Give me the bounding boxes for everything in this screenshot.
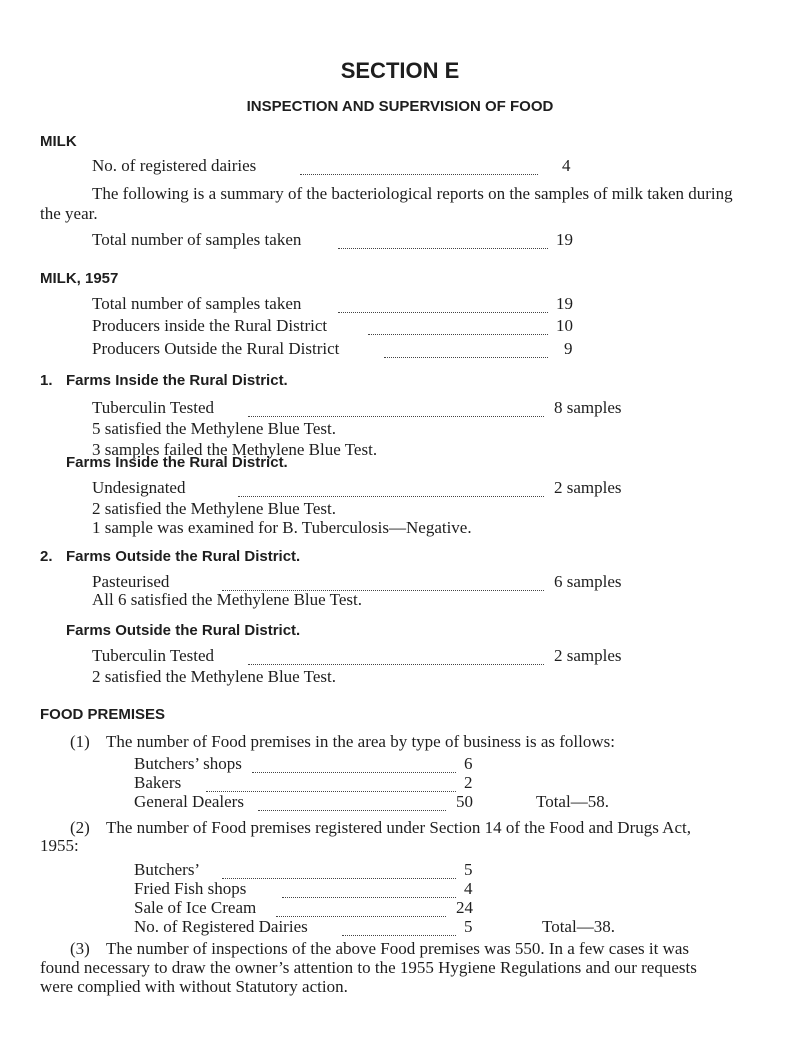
milk-heading: MILK	[40, 133, 77, 150]
farm-heading: Farms Outside the Rural District.	[66, 622, 301, 639]
p2-text-line2: 1955:	[40, 836, 79, 855]
p2-number: (2)	[70, 818, 90, 837]
farm-number: 2.	[40, 548, 53, 565]
farm-label: Undesignated	[92, 478, 186, 497]
p2-item-leader	[276, 900, 446, 917]
p3-line2: found necessary to draw the owner’s attention to the 1955 Hygiene Regulations and our requests	[40, 958, 697, 977]
farm-label: Pasteurised	[92, 572, 170, 591]
food-premises-heading: FOOD PREMISES	[40, 706, 166, 723]
dairies-leader	[300, 158, 538, 175]
farm-leader	[248, 648, 544, 665]
p1-item-leader	[206, 775, 456, 792]
p1-total: Total—58.	[536, 792, 609, 811]
farm-leader	[238, 480, 544, 497]
milk-total-label: Total number of samples taken	[92, 230, 302, 249]
p2-item-label: Fried Fish shops	[134, 879, 247, 898]
milk1957-row: Total number of samples taken	[92, 294, 302, 313]
milk1957-heading: MILK, 1957	[40, 270, 119, 287]
dairies-value: 4	[562, 156, 571, 175]
p2-item-label: Sale of Ice Cream	[134, 898, 257, 917]
p2-text-line1: The number of Food premises registered under Section 14 of the Food and Drugs Act,	[106, 818, 691, 837]
milk1957-row-leader	[338, 296, 548, 313]
p2-item-value: 5	[464, 917, 473, 936]
p2-item-label: Butchers’	[134, 860, 201, 879]
farm-value: 6 samples	[554, 572, 622, 591]
farm-value: 2 samples	[554, 478, 622, 497]
p2-total: Total—38.	[542, 917, 615, 936]
farm-note: 3 samples failed the Methylene Blue Test.	[92, 440, 378, 459]
milk1957-row-value: 10	[556, 316, 573, 335]
farm-label: Tuberculin Tested	[92, 646, 215, 665]
p2-item-leader	[222, 862, 456, 879]
p3-line1: The number of inspections of the above Food premises was 550. In a few cases it was	[106, 939, 690, 958]
p2-item-leader	[342, 919, 456, 936]
milk-summary-line1: The following is a summary of the bacteriological reports on the samples of milk taken during	[92, 184, 733, 203]
section-subtitle: INSPECTION AND SUPERVISION OF FOOD	[246, 98, 554, 115]
p2-item-value: 24	[456, 898, 473, 917]
milk-total-leader	[338, 232, 548, 249]
p1-text: The number of Food premises in the area by type of business is as follows:	[106, 732, 615, 751]
milk-summary-line2: the year.	[40, 204, 98, 223]
farm-label: Tuberculin Tested	[92, 398, 215, 417]
p1-item-value: 6	[464, 754, 473, 773]
milk1957-row-leader	[384, 341, 548, 358]
p1-item-leader	[252, 756, 456, 773]
farm-number: 1.	[40, 372, 53, 389]
farm-leader	[222, 574, 544, 591]
section-title: SECTION E	[340, 58, 460, 83]
farm-note: 2 satisfied the Methylene Blue Test.	[92, 499, 337, 518]
p3-number: (3)	[70, 939, 90, 958]
milk1957-row: Producers Outside the Rural District	[92, 339, 340, 358]
p1-number: (1)	[70, 732, 90, 751]
p2-item-value: 5	[464, 860, 473, 879]
milk1957-row: Producers inside the Rural District	[92, 316, 328, 335]
p2-item-leader	[282, 881, 456, 898]
farm-value: 8 samples	[554, 398, 622, 417]
milk1957-row-value: 19	[556, 294, 573, 313]
p1-item-leader	[258, 794, 446, 811]
p1-item-label: Bakers	[134, 773, 182, 792]
farm-note: 2 satisfied the Methylene Blue Test.	[92, 667, 337, 686]
farm-note: 5 satisfied the Methylene Blue Test.	[92, 419, 337, 438]
farm-note: All 6 satisfied the Methylene Blue Test.	[92, 590, 362, 609]
farm-note: 1 sample was examined for B. Tuberculosis—Negative.	[92, 518, 472, 537]
p1-item-label: Butchers’ shops	[134, 754, 242, 773]
p1-item-label: General Dealers	[134, 792, 244, 811]
milk-total-value: 19	[556, 230, 573, 249]
farm-leader	[248, 400, 544, 417]
farm-heading: Farms Inside the Rural District.	[66, 454, 288, 471]
farm-value: 2 samples	[554, 646, 622, 665]
farm-heading: Farms Inside the Rural District.	[66, 372, 288, 389]
dairies-label: No. of registered dairies	[92, 156, 257, 175]
p1-item-value: 50	[456, 792, 473, 811]
milk1957-row-leader	[368, 318, 548, 335]
p2-item-label: No. of Registered Dairies	[134, 917, 308, 936]
milk1957-row-value: 9	[564, 339, 573, 358]
p2-item-value: 4	[464, 879, 473, 898]
farm-heading: Farms Outside the Rural District.	[66, 548, 301, 565]
p3-line3: were complied with without Statutory action.	[40, 977, 348, 996]
p1-item-value: 2	[464, 773, 473, 792]
